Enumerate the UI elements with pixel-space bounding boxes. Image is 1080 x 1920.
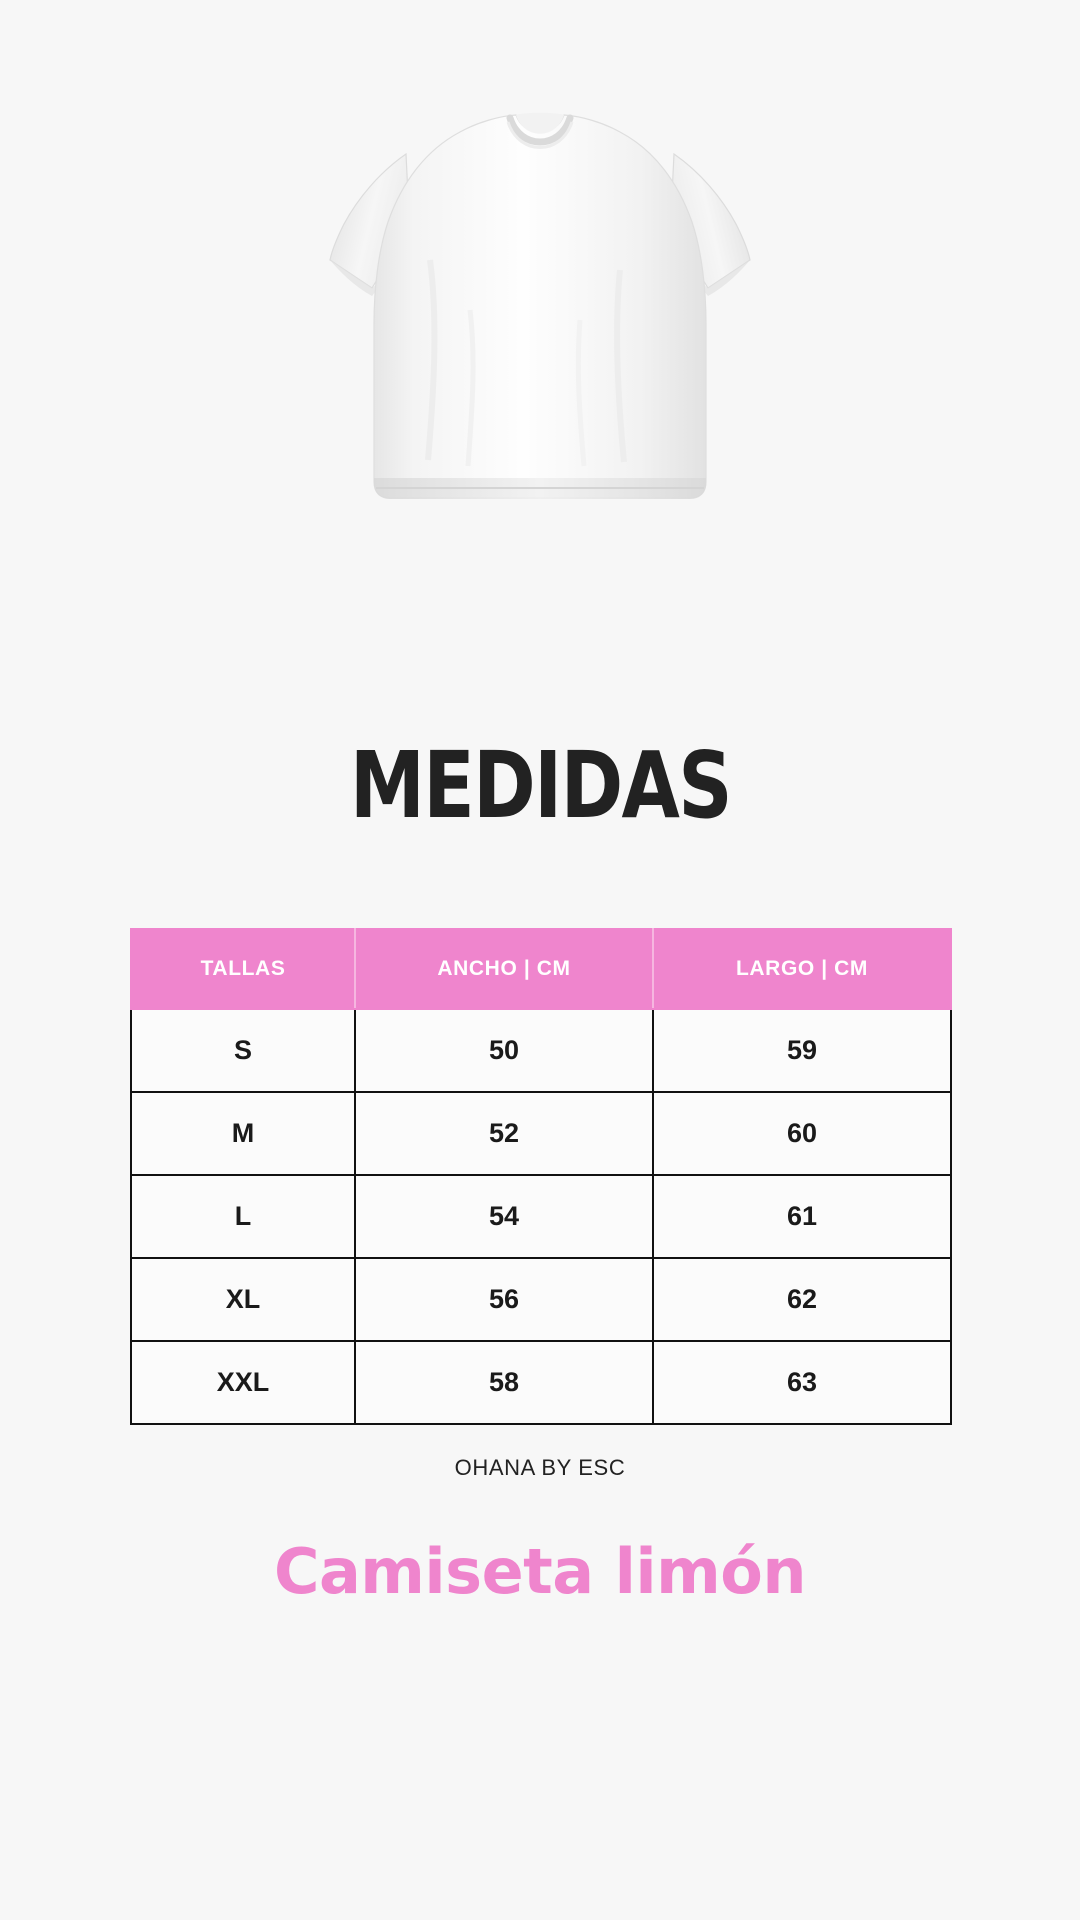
cell-length: 62 (653, 1258, 951, 1341)
table-row (131, 1341, 951, 1424)
column-header-tallas: TALLAS (131, 929, 355, 1009)
cell-width: 50 (355, 1009, 653, 1092)
table-row (131, 1009, 951, 1092)
cell-size: S (131, 1009, 355, 1092)
size-table (130, 928, 952, 1425)
cell-width: 56 (355, 1258, 653, 1341)
column-header-ancho: ANCHO | CM (355, 929, 653, 1009)
page-title: MEDIDAS (349, 732, 731, 839)
product-name: Camiseta limón (273, 1535, 807, 1608)
cell-size: XL (131, 1258, 355, 1341)
cell-length: 59 (653, 1009, 951, 1092)
tshirt-icon (310, 110, 770, 520)
cell-width: 54 (355, 1175, 653, 1258)
brand-footer: OHANA BY ESC (454, 1455, 626, 1480)
cell-size: XXL (131, 1341, 355, 1424)
column-header-largo: LARGO | CM (653, 929, 951, 1009)
cell-length: 61 (653, 1175, 951, 1258)
cell-size: L (131, 1175, 355, 1258)
cell-length: 60 (653, 1092, 951, 1175)
table-row (131, 1092, 951, 1175)
cell-length: 63 (653, 1341, 951, 1424)
size-table-wrapper (130, 928, 950, 1425)
product-image (0, 110, 1080, 640)
cell-size: M (131, 1092, 355, 1175)
cell-width: 58 (355, 1341, 653, 1424)
table-header-row (131, 929, 951, 1009)
table-row (131, 1258, 951, 1341)
table-row (131, 1175, 951, 1258)
cell-width: 52 (355, 1092, 653, 1175)
size-table-body (131, 1009, 951, 1424)
size-table-head (131, 929, 951, 1009)
